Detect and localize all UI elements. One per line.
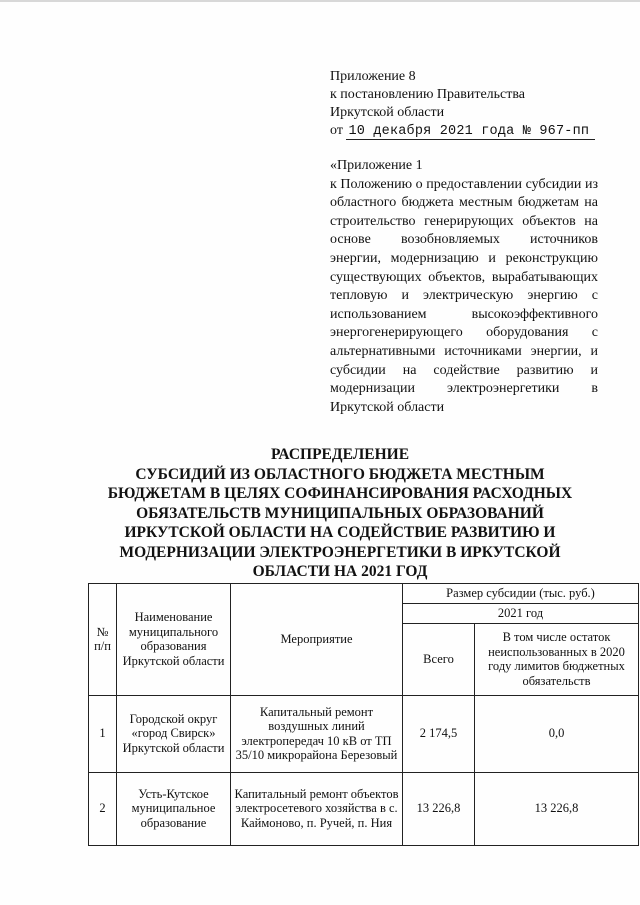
appendix-title: «Приложение 1 xyxy=(330,158,423,173)
cell-num: 1 xyxy=(89,695,117,772)
header-remainder: В том числе остаток неиспользованных в 2020 году лимитов бюджетных обязательств xyxy=(475,623,639,695)
attachment-region: Иркутской области xyxy=(330,105,445,120)
heading-line: МОДЕРНИЗАЦИИ ЭЛЕКТРОЭНЕРГЕТИКИ В ИРКУТСКОЙ xyxy=(119,543,561,561)
cell-municipality: Городской округ «город Свирск» Иркутской области xyxy=(117,695,231,772)
decree-line xyxy=(330,122,600,141)
subsidy-table xyxy=(88,583,639,846)
appendix-reference xyxy=(330,157,598,417)
header-year: 2021 год xyxy=(403,604,639,624)
cell-event: Капитальный ремонт объектов электросетевого хозяйства в с. Каймоново, п. Ручей, п. Ния xyxy=(231,772,403,845)
heading-line: СУБСИДИЙ ИЗ ОБЛАСТНОГО БЮДЖЕТА МЕСТНЫМ xyxy=(135,465,545,483)
cell-total: 13 226,8 xyxy=(403,772,475,845)
heading-line: ОБЛАСТИ НА 2021 ГОД xyxy=(252,563,428,580)
attachment-header xyxy=(330,68,600,141)
cell-remainder: 13 226,8 xyxy=(475,772,639,845)
cell-event: Капитальный ремонт воздушных линий электропередач 10 кВ от ТП 35/10 микрорайона Березовый xyxy=(231,695,403,772)
decree-prefix: от xyxy=(330,123,343,138)
attachment-number: Приложение 8 xyxy=(330,69,416,84)
decree-date-number: 10 декабря 2021 года № 967-пп xyxy=(346,124,595,140)
appendix-body: к Положению о предоставлении субсидии из областного бюджета местным бюджетам на строительство генерирующих объектов на основе возобновляемых источников энергии, модернизацию и реконструкцию существующих объектов, вырабатывающих тепловую и электрическую энергию с использованием высокоэффективного энергогенерирующего оборудования с альтернативными источниками энергии, и субсидии на содействие развитию и модернизации электроэнергетики в Иркутской области xyxy=(330,176,598,415)
header-event: Мероприятие xyxy=(231,584,403,696)
attachment-resolution: к постановлению Правительства xyxy=(330,87,526,102)
header-amount: Размер субсидии (тыс. руб.) xyxy=(403,584,639,604)
heading-line: ОБЯЗАТЕЛЬСТВ МУНИЦИПАЛЬНЫХ ОБРАЗОВАНИЙ xyxy=(136,504,544,522)
cell-municipality: Усть-Кутское муниципальное образование xyxy=(117,772,231,845)
heading-line: БЮДЖЕТАМ В ЦЕЛЯХ СОФИНАНСИРОВАНИЯ РАСХОДНЫХ xyxy=(107,485,573,502)
table-row xyxy=(89,772,639,845)
header-municipality: Наименование муниципального образования Иркутской области xyxy=(117,584,231,696)
heading-line: ИРКУТСКОЙ ОБЛАСТИ НА СОДЕЙСТВИЕ РАЗВИТИЮ И xyxy=(124,524,556,541)
cell-num: 2 xyxy=(89,772,117,845)
cell-total: 2 174,5 xyxy=(403,695,475,772)
document-heading xyxy=(100,445,580,582)
header-num: № п/п xyxy=(89,584,117,696)
header-total: Всего xyxy=(403,623,475,695)
table-row xyxy=(89,695,639,772)
table-header-row xyxy=(89,584,639,604)
heading-line: РАСПРЕДЕЛЕНИЕ xyxy=(270,446,410,463)
cell-remainder: 0,0 xyxy=(475,695,639,772)
scan-edge xyxy=(0,0,640,2)
